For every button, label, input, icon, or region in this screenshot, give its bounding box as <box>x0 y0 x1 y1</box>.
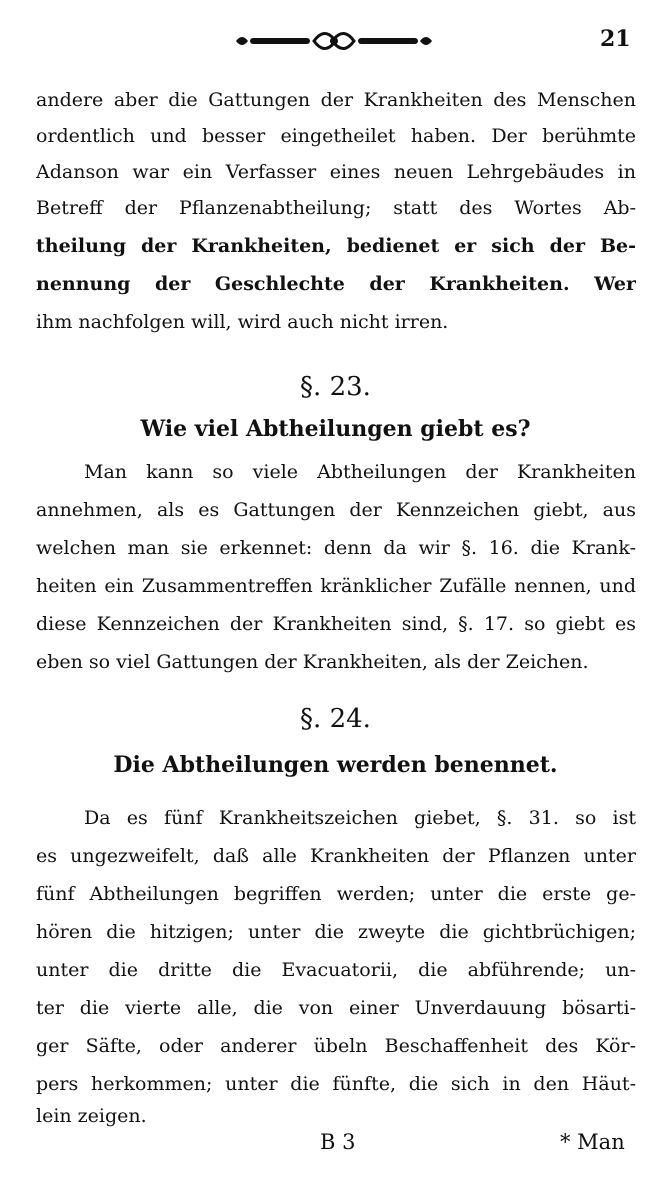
section-number: §. 24. <box>300 704 371 734</box>
section-title: Die Abtheilungen werden benennet. <box>113 752 558 778</box>
text-line: ger Säfte, oder anderer übeln Beschaffenheit des Kör- <box>36 1035 636 1057</box>
text-line: Da es fünf Krankheitszeichen giebet, §. 31. so ist <box>84 807 636 829</box>
section-title: Wie viel Abtheilungen giebt es? <box>140 416 531 442</box>
text-line: andere aber die Gattungen der Krankheiten des Menschen <box>36 89 636 111</box>
text-line: Betreff der Pflanzenabtheilung; statt des Wortes Ab- <box>36 197 636 219</box>
decorative-rule-ornament-icon <box>228 26 440 56</box>
text-line: fünf Abtheilungen begriffen werden; unter die erste ge- <box>36 883 636 905</box>
text-line: ordentlich und besser eingetheilet haben. Der berühmte <box>36 125 636 147</box>
text-line: welchen man sie erkennet: denn da wir §. 16. die Krank- <box>36 537 636 559</box>
catchword: * Man <box>560 1130 625 1154</box>
text-line: ihm nachfolgen will, wird auch nicht irren. <box>36 311 449 333</box>
text-line: heiten ein Zusammentreffen kränklicher Zufälle nennen, und <box>36 575 636 597</box>
text-line: diese Kennzeichen der Krankheiten sind, §. 17. so giebt es <box>36 613 636 635</box>
text-line: pers herkommen; unter die fünfte, die sich in den Häut- <box>36 1073 636 1095</box>
text-line: lein zeigen. <box>36 1105 147 1127</box>
text-line: unter die dritte die Evacuatorii, die abführende; un- <box>36 959 636 981</box>
section-number: §. 23. <box>300 372 371 402</box>
text-line: Adanson war ein Verfasser eines neuen Lehrgebäudes in <box>36 161 636 183</box>
text-line: es ungezweifelt, daß alle Krankheiten der Pflanzen unter <box>36 845 636 867</box>
text-line: hören die hitzigen; unter die zweyte die gichtbrüchigen; <box>36 921 636 943</box>
page-number: 21 <box>600 26 631 52</box>
text-line: ter die vierte alle, die von einer Unverdauung bösarti- <box>36 997 636 1019</box>
text-line: annehmen, als es Gattungen der Kennzeichen giebt, aus <box>36 499 636 521</box>
text-line: nennung der Geschlechte der Krankheiten. Wer <box>36 273 636 295</box>
text-line: theilung der Krankheiten, bedienet er sich der Be- <box>36 235 636 257</box>
signature-mark: B 3 <box>320 1130 356 1154</box>
text-line: eben so viel Gattungen der Krankheiten, als der Zeichen. <box>36 651 589 673</box>
text-line: Man kann so viele Abtheilungen der Krankheiten <box>84 461 636 483</box>
